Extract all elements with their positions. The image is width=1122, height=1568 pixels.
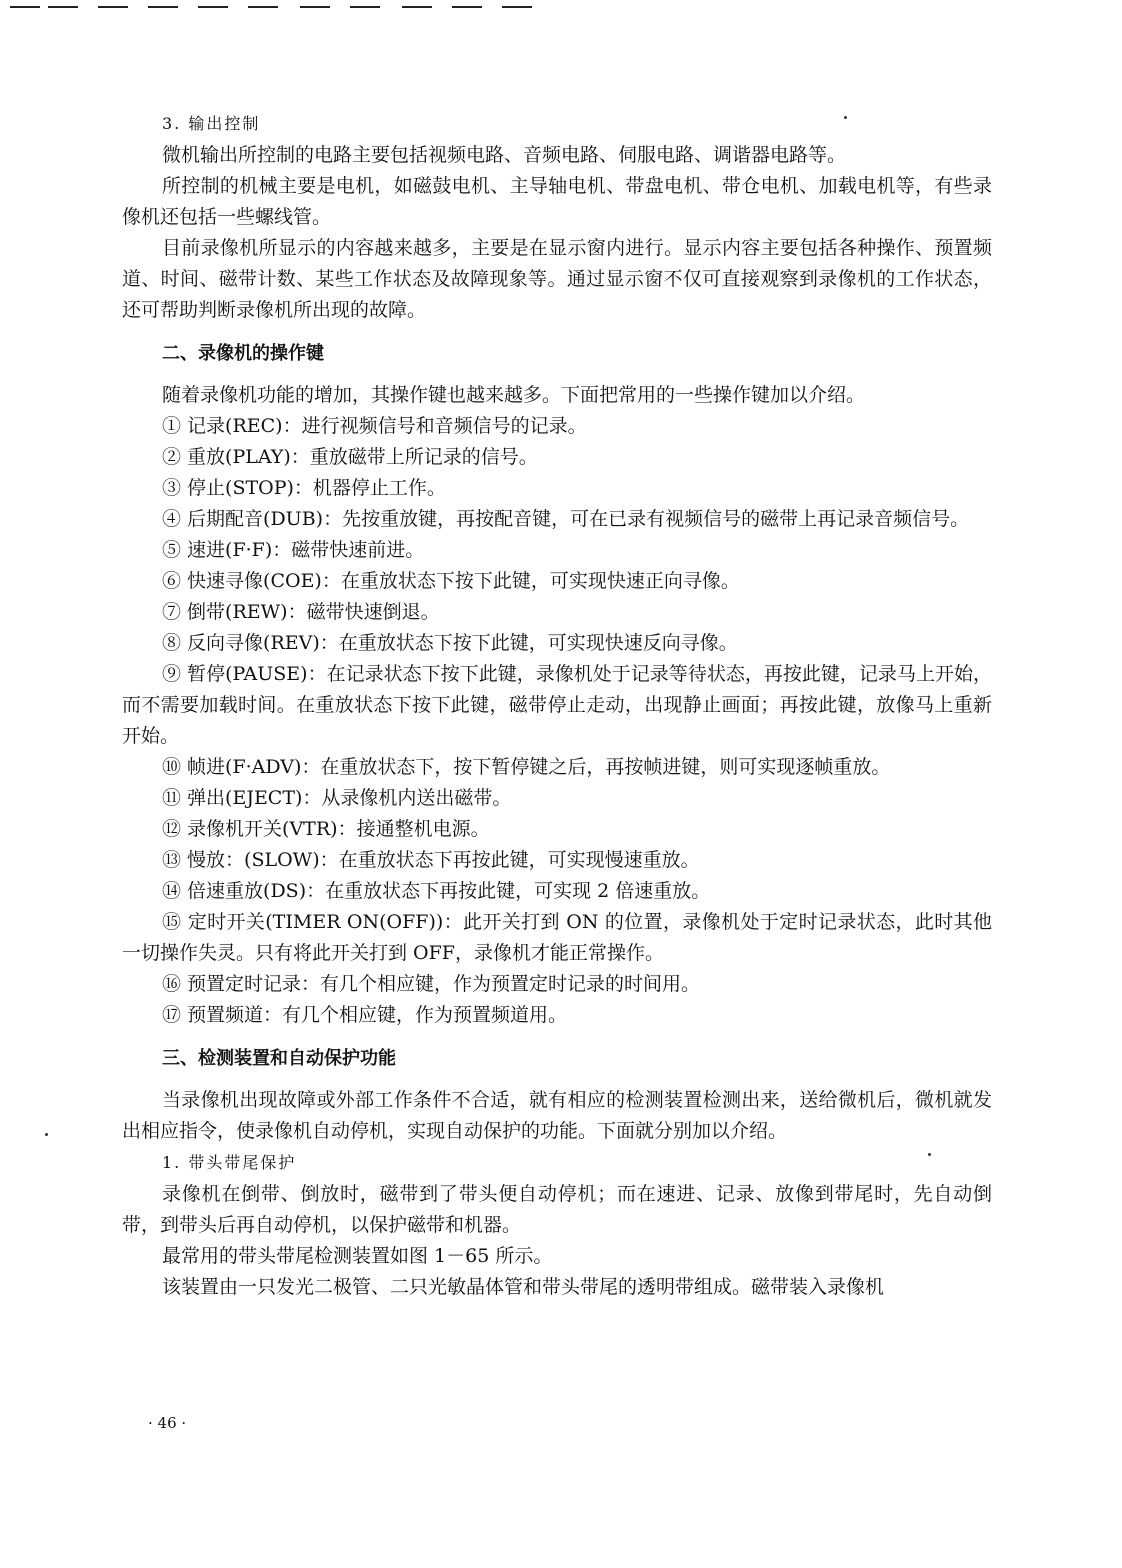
key-item: ④ 后期配音(DUB)：先按重放键，再按配音键，可在已录有视频信号的磁带上再记录音频信号。 [162, 508, 970, 530]
paragraph: 该装置由一只发光二极管、二只光敏晶体管和带头带尾的透明带组成。磁带装入录像机 [162, 1276, 885, 1298]
paragraph: 目前录像机所显示的内容越来越多，主要是在显示窗内进行。显示内容主要包括各种操作、预置频道、时间、磁带计数、某些工作状态及故障现象等。通过显示窗不仅可直接观察到录像机的工作状态，还可帮助判断录像机所出现的故障。 [122, 237, 992, 321]
paragraph: 最常用的带头带尾检测装置如图 1－65 所示。 [162, 1245, 553, 1267]
key-item: ⑦ 倒带(REW)：磁带快速倒退。 [162, 601, 440, 623]
key-item: ⑤ 速进(F·F)：磁带快速前进。 [162, 539, 425, 561]
key-item: ⑪ 弹出(EJECT)：从录像机内送出磁带。 [162, 787, 512, 809]
paragraph: 随着录像机功能的增加，其操作键也越来越多。下面把常用的一些操作键加以介绍。 [162, 384, 866, 406]
key-item: ⑮ 定时开关(TIMER ON(OFF))：此开关打到 ON 的位置，录像机处于定时记录状态，此时其他一切操作失灵。只有将此开关打到 OFF，录像机才能正常操作。 [122, 911, 992, 964]
subsection-heading-output-control: 3. 输出控制 [162, 114, 261, 133]
key-item: ⑨ 暂停(PAUSE)：在记录状态下按下此键，录像机处于记录等待状态，再按此键，记录马上开始，而不需要加载时间。在重放状态下按下此键，磁带停止走动，出现静止画面；再按此键，放像马上重新开始。 [122, 663, 992, 747]
document-page [122, 108, 992, 1303]
paragraph: 录像机在倒带、倒放时，磁带到了带头便自动停机；而在速进、记录、放像到带尾时，先自动倒带，到带头后再自动停机，以保护磁带和机器。 [122, 1183, 992, 1236]
scan-speck [45, 1133, 48, 1136]
section-heading-detection-protection: 三、检测装置和自动保护功能 [162, 1048, 396, 1069]
key-item: ⑧ 反向寻像(REV)：在重放状态下按下此键，可实现快速反向寻像。 [162, 632, 738, 654]
top-edge-marks [0, 0, 540, 8]
key-item: ⑰ 预置频道：有几个相应键，作为预置频道用。 [162, 1004, 568, 1026]
key-item: ⑥ 快速寻像(COE)：在重放状态下按下此键，可实现快速正向寻像。 [162, 570, 740, 592]
key-item: ⑬ 慢放：(SLOW)：在重放状态下再按此键，可实现慢速重放。 [162, 849, 700, 871]
paragraph: 所控制的机械主要是电机，如磁鼓电机、主导轴电机、带盘电机、带仓电机、加载电机等，有些录像机还包括一些螺线管。 [122, 175, 992, 228]
paragraph: 微机输出所控制的电路主要包括视频电路、音频电路、伺服电路、调谐器电路等。 [162, 144, 847, 166]
key-item: ⑭ 倍速重放(DS)：在重放状态下再按此键，可实现 2 倍速重放。 [162, 880, 711, 902]
key-item: ⑯ 预置定时记录：有几个相应键，作为预置定时记录的时间用。 [162, 973, 701, 995]
subsection-heading-tape-end-protection: 1. 带头带尾保护 [162, 1153, 297, 1172]
key-item: ② 重放(PLAY)：重放磁带上所记录的信号。 [162, 446, 538, 468]
key-item: ⑫ 录像机开关(VTR)：接通整机电源。 [162, 818, 490, 840]
key-item: ③ 停止(STOP)：机器停止工作。 [162, 477, 446, 499]
key-item: ⑩ 帧进(F·ADV)：在重放状态下，按下暂停键之后，再按帧进键，则可实现逐帧重放。 [162, 756, 891, 778]
section-heading-operation-keys: 二、录像机的操作键 [162, 343, 324, 364]
paragraph: 当录像机出现故障或外部工作条件不合适，就有相应的检测装置检测出来，送给微机后，微机就发出相应指令，使录像机自动停机，实现自动保护的功能。下面就分别加以介绍。 [122, 1089, 992, 1142]
key-item: ① 记录(REC)：进行视频信号和音频信号的记录。 [162, 415, 587, 437]
page-number: · 46 · [148, 1414, 187, 1432]
